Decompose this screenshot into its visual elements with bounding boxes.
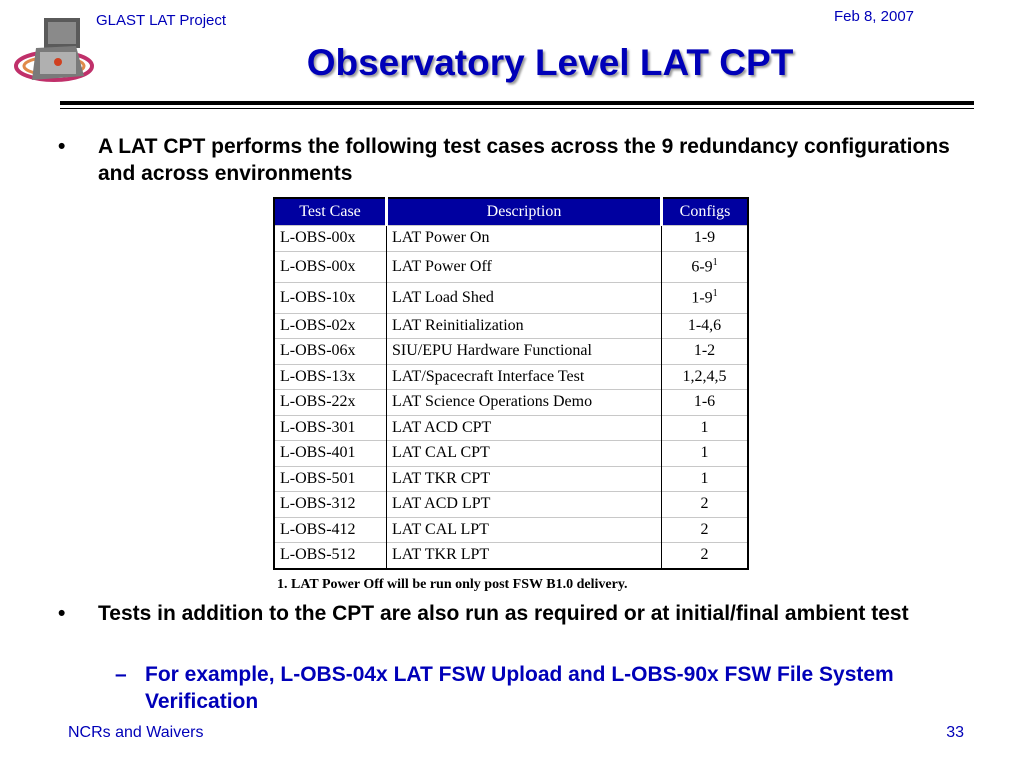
configs-cell	[662, 251, 749, 282]
test-case-cell	[274, 251, 387, 282]
description-cell-text: LAT TKR CPT	[392, 469, 491, 487]
configs-cell-text: 2	[700, 520, 709, 538]
configs-cell	[662, 390, 749, 416]
configs-cell	[662, 415, 749, 441]
col-header-configs: Configs	[662, 198, 749, 226]
test-case-cell-text: L-OBS-13x	[280, 367, 356, 385]
slide-title: Observatory Level LAT CPT	[306, 42, 794, 83]
table-row	[274, 543, 748, 569]
description-cell-text: LAT/Spacecraft Interface Test	[392, 367, 585, 385]
table-row	[274, 517, 748, 543]
title-divider	[60, 101, 974, 105]
configs-cell	[662, 466, 749, 492]
description-cell-text: LAT Science Operations Demo	[392, 393, 593, 411]
test-case-cell-text: L-OBS-412	[280, 520, 356, 538]
configs-cell-text: 1-9	[691, 289, 713, 307]
footnote-ref: 1	[712, 256, 718, 268]
test-case-cell-text: L-OBS-501	[280, 469, 356, 487]
configs-cell	[662, 339, 749, 365]
test-case-cell	[274, 492, 387, 518]
bullet-2	[58, 600, 978, 627]
configs-cell-text: 1	[700, 418, 709, 436]
test-case-cell-text: L-OBS-00x	[280, 257, 356, 275]
table-row	[274, 441, 748, 467]
description-cell	[387, 466, 662, 492]
description-cell-text: SIU/EPU Hardware Functional	[392, 342, 592, 360]
bullet-marker: •	[58, 135, 66, 158]
description-cell	[387, 390, 662, 416]
description-cell	[387, 282, 662, 313]
test-case-cell	[274, 466, 387, 492]
description-cell-text: LAT TKR LPT	[392, 546, 490, 564]
test-case-cell	[274, 441, 387, 467]
test-case-cell-text: L-OBS-401	[280, 444, 356, 462]
description-cell-text: LAT Load Shed	[392, 288, 494, 306]
col-header-test-case: Test Case	[274, 198, 387, 226]
table-body	[274, 226, 748, 569]
table-footnote: 1. LAT Power Off will be run only post FSW B1.0 delivery.	[277, 577, 628, 592]
bullet-2-text: Tests in addition to the CPT are also run as required or at initial/final ambient test	[98, 602, 909, 625]
configs-cell-text: 1,2,4,5	[682, 367, 727, 385]
configs-cell-text: 2	[700, 495, 709, 513]
configs-cell-text: 1-6	[693, 393, 716, 411]
configs-cell-text: 1-2	[693, 342, 716, 360]
col-header-description: Description	[387, 198, 662, 226]
bullet-1-text: A LAT CPT performs the following test cases across the 9 redundancy configurations and across environments	[98, 135, 950, 185]
bullet-marker: •	[58, 602, 66, 625]
description-cell	[387, 226, 662, 252]
table-row	[274, 282, 748, 313]
page-number: 33	[946, 724, 964, 741]
configs-cell-text: 1-4,6	[687, 316, 722, 334]
table-row	[274, 390, 748, 416]
bullet-1	[58, 133, 978, 187]
configs-cell	[662, 313, 749, 339]
table-row	[274, 226, 748, 252]
table-row	[274, 415, 748, 441]
description-cell	[387, 364, 662, 390]
description-cell	[387, 251, 662, 282]
test-case-cell	[274, 517, 387, 543]
sub-bullet-marker: –	[115, 663, 127, 686]
test-case-cell	[274, 226, 387, 252]
description-cell	[387, 415, 662, 441]
sub-bullet-text: For example, L-OBS-04x LAT FSW Upload and L-OBS-90x FSW File System Verification	[145, 663, 894, 713]
description-cell	[387, 543, 662, 569]
test-case-cell-text: L-OBS-06x	[280, 342, 356, 360]
footnote-ref: 1	[712, 287, 718, 299]
test-case-cell	[274, 282, 387, 313]
description-cell	[387, 492, 662, 518]
sub-bullet	[115, 661, 975, 715]
description-cell-text: LAT ACD LPT	[392, 495, 491, 513]
configs-cell	[662, 226, 749, 252]
configs-cell-text: 2	[700, 546, 709, 564]
test-case-cell	[274, 339, 387, 365]
test-case-cell-text: L-OBS-512	[280, 546, 356, 564]
configs-cell-text: 6-9	[691, 258, 713, 276]
test-case-table	[273, 197, 749, 570]
footer-section: NCRs and Waivers	[68, 724, 204, 741]
test-case-cell	[274, 543, 387, 569]
configs-cell-text: 1	[700, 469, 709, 487]
configs-cell-text: 1-9	[693, 229, 716, 247]
title-divider-thin	[60, 108, 974, 109]
slide-date: Feb 8, 2007	[833, 8, 914, 25]
test-case-cell-text: L-OBS-02x	[280, 316, 356, 334]
table-row	[274, 339, 748, 365]
configs-cell	[662, 282, 749, 313]
test-case-cell-text: L-OBS-10x	[280, 288, 356, 306]
description-cell	[387, 339, 662, 365]
description-cell	[387, 441, 662, 467]
description-cell	[387, 517, 662, 543]
description-cell-text: LAT CAL CPT	[392, 444, 490, 462]
configs-cell	[662, 364, 749, 390]
configs-cell	[662, 543, 749, 569]
test-case-cell-text: L-OBS-301	[280, 418, 356, 436]
test-case-cell	[274, 313, 387, 339]
configs-cell-text: 1	[700, 444, 709, 462]
test-case-cell-text: L-OBS-22x	[280, 393, 356, 411]
test-case-cell-text: L-OBS-312	[280, 495, 356, 513]
configs-cell	[662, 517, 749, 543]
test-case-cell-text: L-OBS-00x	[280, 229, 356, 247]
test-case-cell	[274, 390, 387, 416]
table-row	[274, 364, 748, 390]
project-name: GLAST LAT Project	[96, 12, 227, 29]
description-cell-text: LAT CAL LPT	[392, 520, 489, 538]
table-row	[274, 313, 748, 339]
description-cell-text: LAT Power On	[392, 229, 490, 247]
description-cell	[387, 313, 662, 339]
test-case-cell	[274, 364, 387, 390]
table-row	[274, 251, 748, 282]
description-cell-text: LAT Reinitialization	[392, 316, 524, 334]
configs-cell	[662, 492, 749, 518]
description-cell-text: LAT ACD CPT	[392, 418, 492, 436]
test-case-cell	[274, 415, 387, 441]
configs-cell	[662, 441, 749, 467]
table-row	[274, 466, 748, 492]
description-cell-text: LAT Power Off	[392, 257, 492, 275]
table-row	[274, 492, 748, 518]
